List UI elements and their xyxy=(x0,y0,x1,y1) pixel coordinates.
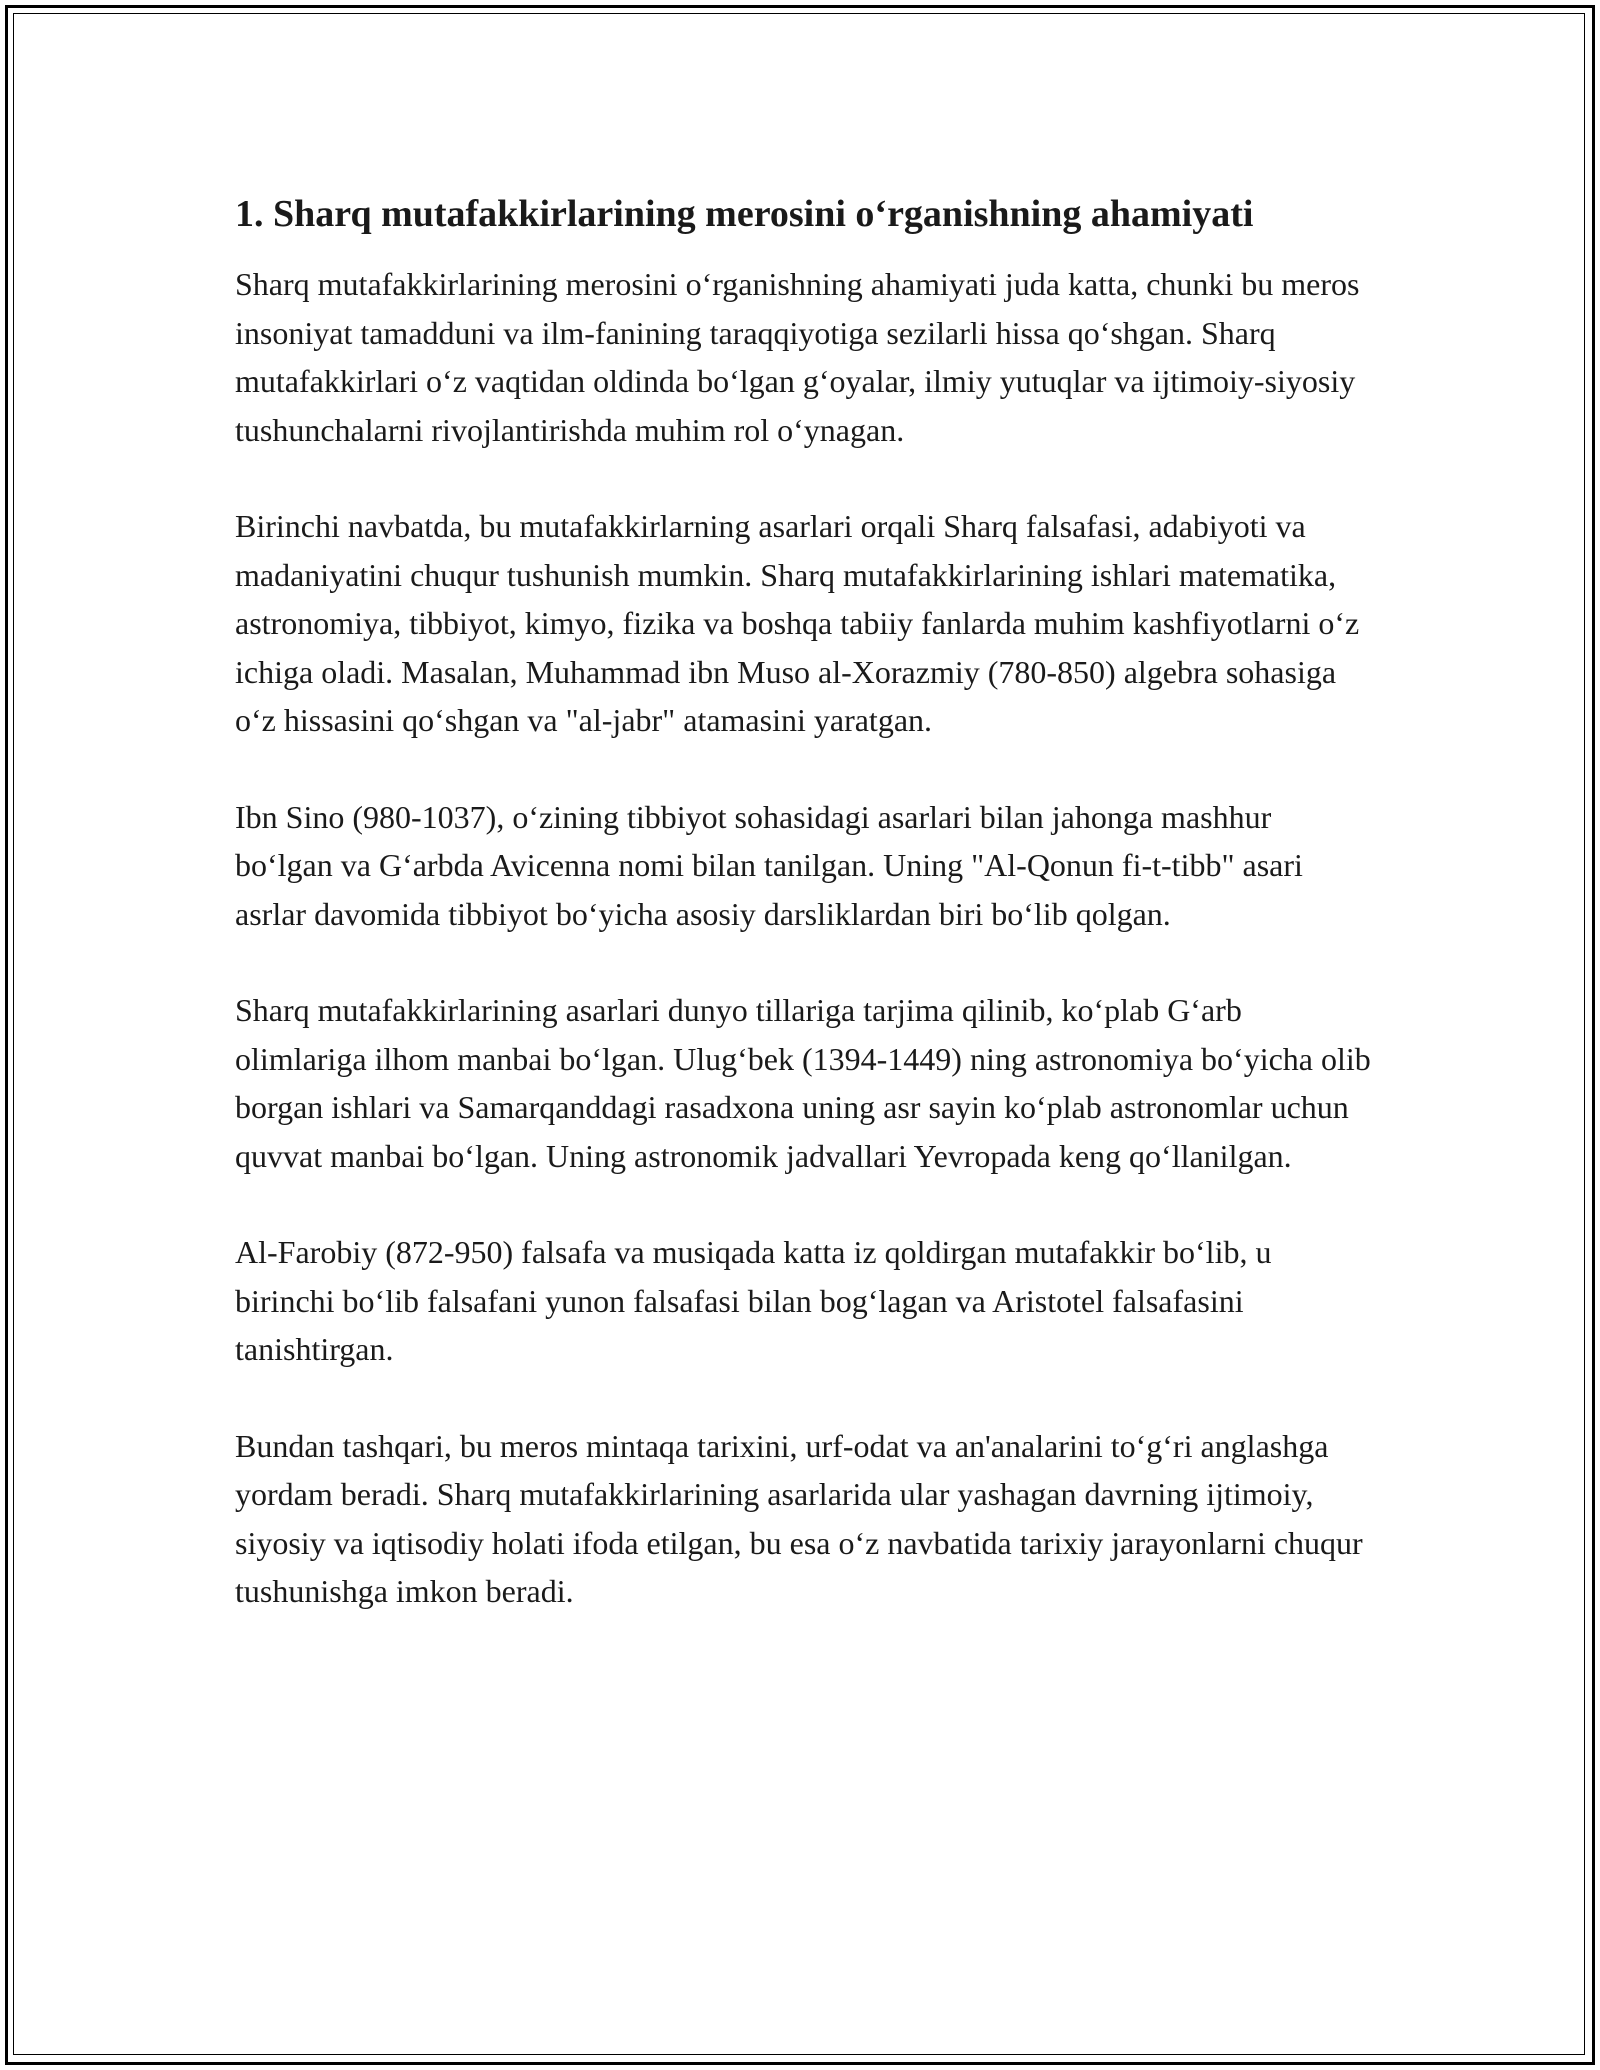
paragraph-intro: Sharq mutafakkirlarining merosini oʻrganishning ahamiyati juda katta, chunki bu meros insoniyat tamadduni va ilm-fanining taraqqiyotiga sezilarli hissa qoʻshgan. Sharq mutafakkirlari oʻz vaqtidan oldinda boʻlgan gʻoyalar, ilmiy yutuqlar va ijtimoiy-siyosiy tushunchalarni rivojlantirishda muhim rol oʻynagan. xyxy=(235,266,1360,448)
section-heading: 1. Sharq mutafakkirlarining merosini oʻrganishning ahamiyati xyxy=(235,193,1254,235)
paragraph-sciences: Birinchi navbatda, bu mutafakkirlarning asarlari orqali Sharq falsafasi, adabiyoti va madaniyatini chuqur tushunish mumkin. Sharq mutafakkirlarining ishlari matematika, astronomiya, tibbiyot, kimyo, fizika va boshqa tabiiy fanlarda muhim kashfiyotlarni oʻz ichiga oladi. Masalan, Muhammad ibn Muso al-Xorazmiy (780-850) algebra sohasiga oʻz hissasini qoʻshgan va "al-jabr" atamasini yaratgan. xyxy=(235,508,1360,738)
paragraph-ibn-sino: Ibn Sino (980-1037), oʻzining tibbiyot sohasidagi asarlari bilan jahonga mashhur boʻlgan va Gʻarbda Avicenna nomi bilan tanilgan. Uning "Al-Qonun fi-t-tibb" asari asrlar davomida tibbiyot boʻyicha asosiy darsliklardan biri boʻlib qolgan. xyxy=(235,798,1303,932)
paragraph-conclusion: Bundan tashqari, bu meros mintaqa tarixini, urf-odat va an'analarini toʻgʻri anglashga yordam beradi. Sharq mutafakkirlarining asarlarida ular yashagan davrning ijtimoiy, siyosiy va iqtisodiy holati ifoda etilgan, bu esa oʻz navbatida tarixiy jarayonlarni chuqur tushunishga imkon beradi. xyxy=(235,1427,1363,1609)
document-body xyxy=(235,188,1375,1664)
paragraph-ulugbek: Sharq mutafakkirlarining asarlari dunyo tillariga tarjima qilinib, koʻplab Gʻarb olimlariga ilhom manbai boʻlgan. Ulugʻbek (1394-1449) ning astronomiya boʻyicha olib borgan ishlari va Samarqanddagi rasadxona uning asr sayin koʻplab astronomlar uchun quvvat manbai boʻlgan. Uning astronomik jadvallari Yevropada keng qoʻllanilgan. xyxy=(235,992,1371,1174)
paragraph-al-farobiy: Al-Farobiy (872-950) falsafa va musiqada katta iz qoldirgan mutafakkir boʻlib, u birinchi boʻlib falsafani yunon falsafasi bilan bogʻlagan va Aristotel falsafasini tanishtirgan. xyxy=(235,1234,1272,1367)
